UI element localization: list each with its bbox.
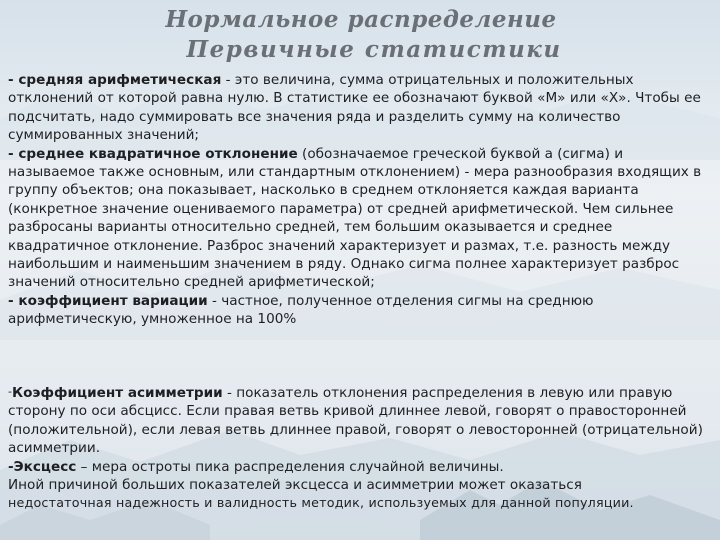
skew-definition: - показатель отклонения распределения в левую или правую сторону по оси абсцисс. Если правая ветвь кривой длиннее левой, говорят о правосторонней (положительной), если левая ветвь длиннее правой, говорят о левосторонней (отрицательной) асимметрии. (8, 385, 703, 457)
sd-definition: (обозначаемое греческой буквой а (сигма) и называемое также основным, или стандартным отклонением) - мера разнообразия входящих в группу объектов; она показывает, насколько в среднем отклоняется каждая варианта (конкретное значение оцениваемого параметра) от средней арифметической. Чем сильнее разбросаны варианты относительно средней, тем большим оказывается и среднее квадратичное отклонение. Разброс значений характеризует и размах, т.е. разность между наибольшим и наименьшим значением в ряду. Однако сигма полнее характеризует разброс значений относительно средней арифметической; (8, 145, 702, 291)
skew-term: Коэффициент асимметрии (11, 385, 223, 401)
cv-definition: - частное, полученное отделения сигмы на среднюю арифметическую, умноженное на 100% (8, 292, 594, 328)
slide-subtitle: Первичные статистики (186, 36, 562, 63)
final-note-line2: недостаточная надежность и валидность методик, используемых для данной популяции. (8, 495, 634, 511)
final-note-line1: Иной причиной больших показателей эксцесса и асимметрии может оказаться (8, 477, 582, 494)
statistics-definitions-block (8, 71, 714, 329)
kurtosis-term: -Эксцесс (8, 458, 77, 475)
cv-term: - коэффициент вариации (8, 292, 208, 309)
skew-dash: - (8, 385, 12, 398)
slide-title: Нормальное распределение (165, 6, 557, 33)
asymmetry-block (8, 383, 714, 513)
sd-term: - среднее квадратичное отклонение (8, 145, 298, 162)
mean-term: - средняя арифметическая (8, 72, 222, 88)
mean-definition: - это величина, сумма отрицательных и положительных отклонений от которой равна нулю. В статистике ее обозначают буквой «М» или «Х». Чтобы ее подсчитать, надо суммировать все значения ряда и разделить сумму на количество суммированных значений; (8, 72, 701, 144)
kurtosis-definition: – мера остроты пика распределения случайной величины. (76, 458, 504, 475)
